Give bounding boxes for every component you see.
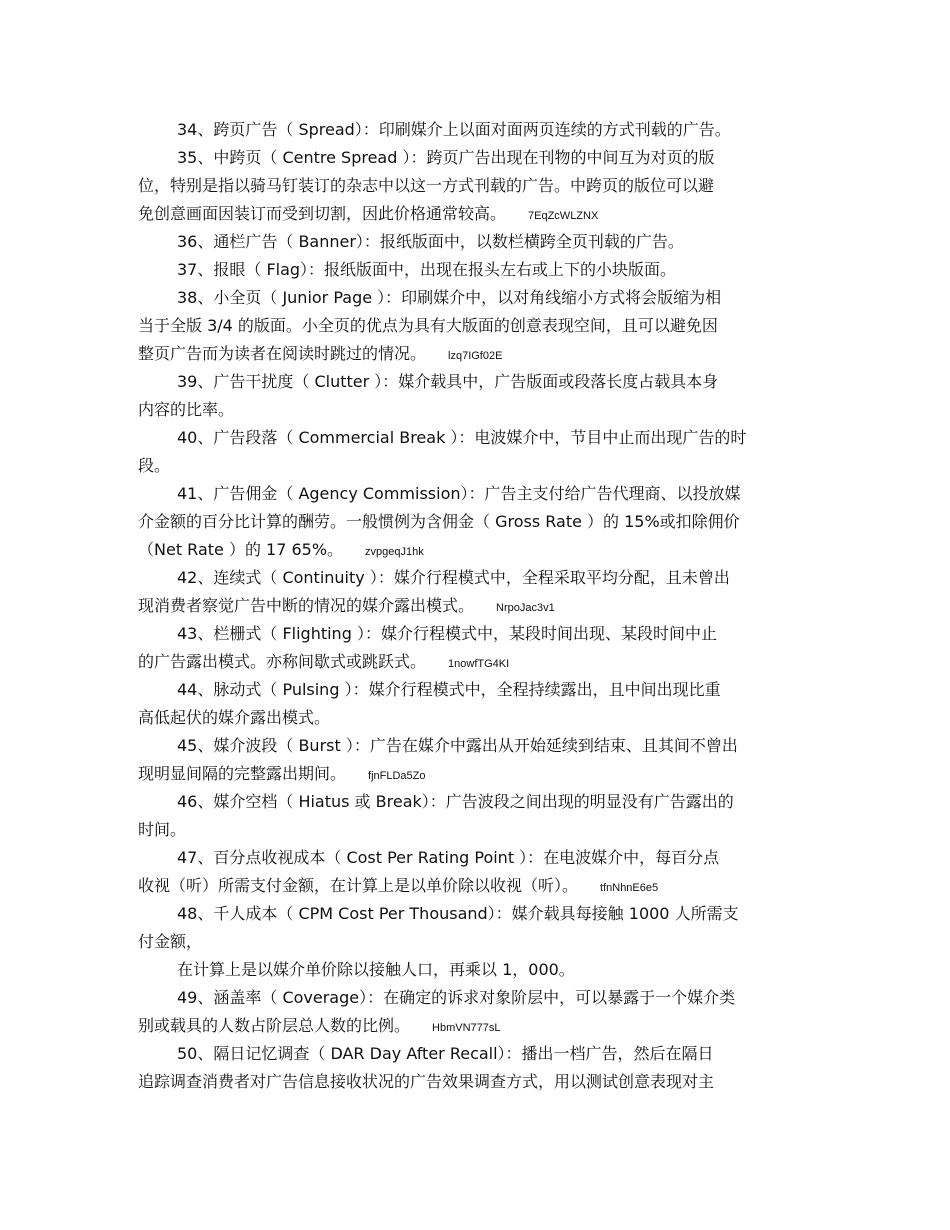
text-line: 在计算上是以媒介单价除以接触人口，再乘以 1，000。 bbox=[177, 960, 575, 979]
text-line: 的广告露出模式。亦称间歇式或跳跃式。 1nowfTG4KI bbox=[138, 652, 510, 671]
text-line: 45、媒介波段（ Burst ）：广告在媒介中露出从开始延续到结束、且其间不曾出 bbox=[177, 736, 738, 755]
text-line: 47、百分点收视成本（ Cost Per Rating Point ）：在电波媒介中，每百分点 bbox=[177, 848, 720, 867]
text-line: 46、媒介空档（ Hiatus 或 Break）：广告波段之间出现的明显没有广告露出的 bbox=[177, 792, 734, 811]
text-line: 付金额， bbox=[138, 932, 203, 951]
text-line: 高低起伏的媒介露出模式。 bbox=[138, 708, 331, 727]
text-line: 44、脉动式（ Pulsing ）：媒介行程模式中，全程持续露出，且中间出现比重 bbox=[177, 680, 721, 699]
watermark-code: tfnNhnE6e5 bbox=[600, 882, 659, 894]
text-line: 当于全版 3/4 的版面。小全页的优点为具有大版面的创意表现空间，且可以避免因 bbox=[138, 316, 718, 335]
text-line: 整页广告而为读者在阅读时跳过的情况。 lzq7IGf02E bbox=[138, 344, 503, 363]
text-line: 41、广告佣金（ Agency Commission）：广告主支付给广告代理商、以投放媒 bbox=[177, 484, 741, 503]
text-line: 别或载具的人数占阶层总人数的比例。 HbmVN777sL bbox=[138, 1016, 501, 1035]
text-line: 40、广告段落（ Commercial Break ）：电波媒介中，节目中止而出现广告的时 bbox=[177, 428, 747, 447]
text-line: 39、广告干扰度（ Clutter ）：媒介载具中，广告版面或段落长度占载具本身 bbox=[177, 372, 719, 391]
watermark-code: 7EqZcWLZNX bbox=[528, 210, 599, 222]
text-line: （Net Rate ）的 17 65%。 zvpgeqJ1hk bbox=[138, 540, 424, 559]
watermark-code: NrpoJac3v1 bbox=[496, 602, 555, 614]
text-line: 49、涵盖率（ Coverage）：在确定的诉求对象阶层中，可以暴露于一个媒介类 bbox=[177, 988, 736, 1007]
text-line: 42、连续式（ Continuity ）：媒介行程模式中，全程采取平均分配，且未曾出 bbox=[177, 568, 730, 587]
watermark-code: 1nowfTG4KI bbox=[448, 658, 510, 670]
text-line: 位，特别是指以骑马钉装订的杂志中以这一方式刊载的广告。中跨页的版位可以避 bbox=[138, 176, 715, 195]
text-line: 38、小全页（ Junior Page ）：印刷媒介中，以对角线缩小方式将会版缩为相 bbox=[177, 288, 722, 307]
watermark-code: lzq7IGf02E bbox=[448, 350, 503, 362]
text-line: 37、报眼（ Flag）：报纸版面中，出现在报头左右或上下的小块版面。 bbox=[177, 260, 677, 279]
text-line: 48、千人成本（ CPM Cost Per Thousand）：媒介载具每接触 1000 人所需支 bbox=[177, 904, 739, 923]
text-line: 段。 bbox=[138, 456, 171, 475]
watermark-code: HbmVN777sL bbox=[432, 1022, 501, 1034]
text-line: 36、通栏广告（ Banner）：报纸版面中，以数栏横跨全页刊载的广告。 bbox=[177, 232, 684, 251]
text-line: 追踪调查消费者对广告信息接收状况的广告效果调查方式，用以测试创意表现对主 bbox=[138, 1072, 715, 1091]
watermark-code: zvpgeqJ1hk bbox=[365, 546, 424, 558]
text-line: 43、栏栅式（ Flighting ）：媒介行程模式中，某段时间出现、某段时间中止 bbox=[177, 624, 717, 643]
text-line: 34、跨页广告（ Spread）：印刷媒介上以面对面两页连续的方式刊载的广告。 bbox=[177, 120, 731, 139]
text-line: 介金额的百分比计算的酬劳。一般惯例为含佣金（ Gross Rate ）的 15%或扣除佣价 bbox=[138, 512, 740, 531]
watermark-code: fjnFLDa5Zo bbox=[368, 770, 426, 782]
text-line: 内容的比率。 bbox=[138, 400, 235, 419]
text-line: 50、隔日记忆调查（ DAR Day After Recall）：播出一档广告，然后在隔日 bbox=[177, 1044, 714, 1063]
text-line: 免创意画面因装订而受到切割，因此价格通常较高。 7EqZcWLZNX bbox=[138, 204, 599, 223]
text-line: 35、中跨页（ Centre Spread ）：跨页广告出现在刊物的中间互为对页的版 bbox=[177, 148, 715, 167]
text-line: 时间。 bbox=[138, 820, 187, 839]
text-line: 收视（听）所需支付金额，在计算上是以单价除以收视（听）。 tfnNhnE6e5 bbox=[138, 876, 659, 895]
text-line: 现消费者察觉广告中断的情况的媒介露出模式。 NrpoJac3v1 bbox=[138, 596, 555, 615]
text-line: 现明显间隔的完整露出期间。 fjnFLDa5Zo bbox=[138, 764, 426, 783]
